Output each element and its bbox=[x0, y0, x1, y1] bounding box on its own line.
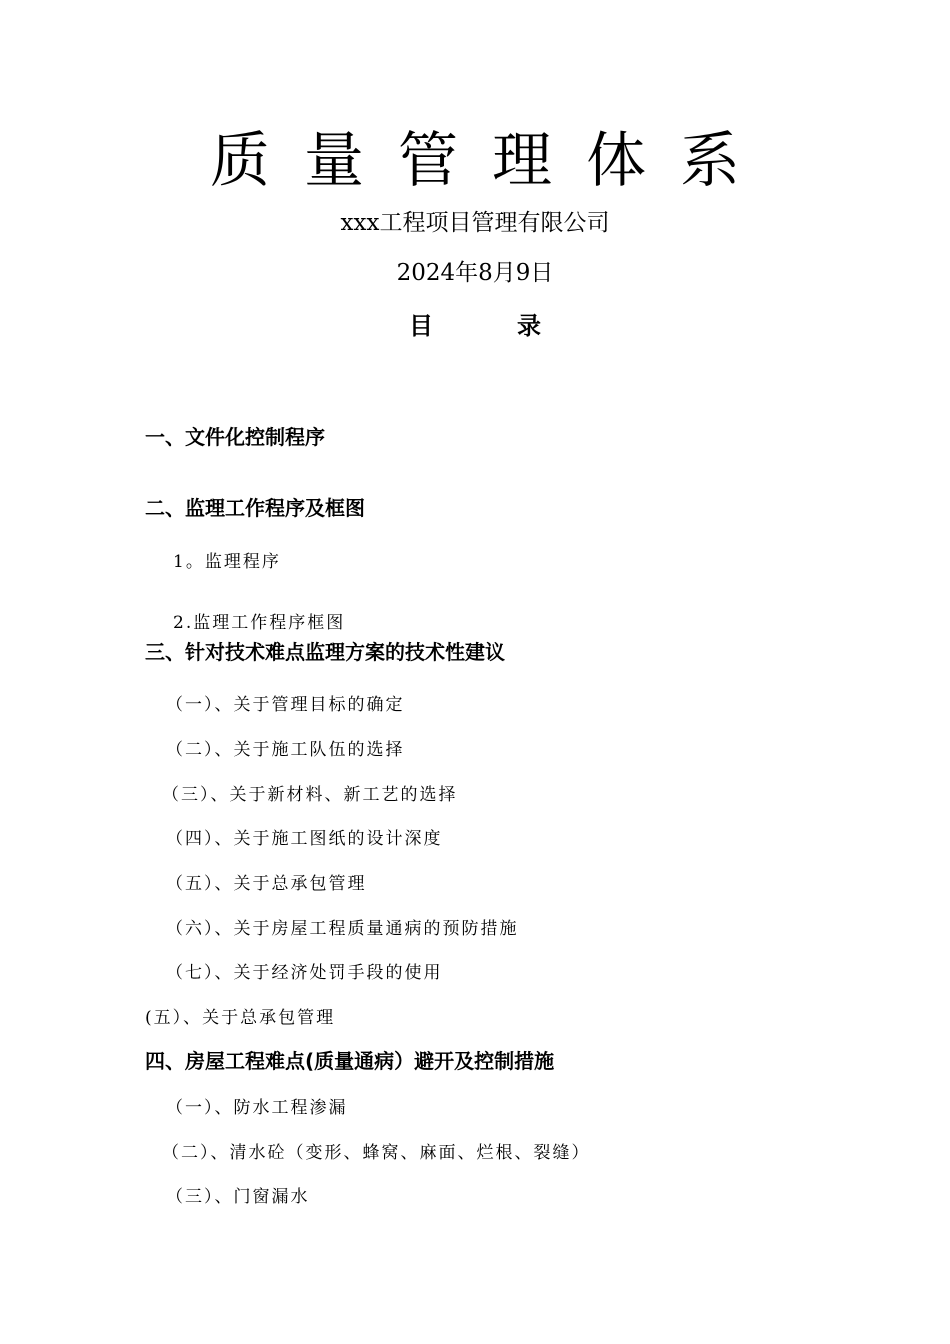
toc-section-3[interactable]: 三、针对技术难点监理方案的技术性建议 bbox=[145, 640, 505, 664]
document-title: 质量管理体系 bbox=[210, 126, 774, 196]
toc-item-3-4[interactable]: （四）、关于施工图纸的设计深度 bbox=[166, 829, 443, 849]
toc-item-3-3[interactable]: （三）、关于新材料、新工艺的选择 bbox=[162, 785, 458, 805]
toc-item-2-1[interactable]: 1。监理程序 bbox=[173, 552, 281, 572]
toc-item-4-3[interactable]: （三）、门窗漏水 bbox=[166, 1187, 310, 1207]
toc-section-1[interactable]: 一、文件化控制程序 bbox=[145, 425, 325, 449]
toc-section-2[interactable]: 二、监理工作程序及框图 bbox=[145, 496, 365, 520]
toc-item-3-7[interactable]: （七）、关于经济处罚手段的使用 bbox=[166, 963, 443, 983]
toc-item-3-2[interactable]: （二）、关于施工队伍的选择 bbox=[166, 740, 405, 760]
toc-item-3-8[interactable]: (五）、关于总承包管理 bbox=[145, 1008, 336, 1028]
toc-section-4[interactable]: 四、房屋工程难点(质量通病）避开及控制措施 bbox=[145, 1049, 555, 1073]
toc-item-4-2[interactable]: （二）、清水砼（变形、蜂窝、麻面、烂根、裂缝） bbox=[162, 1143, 591, 1163]
toc-item-2-2[interactable]: 2.监理工作程序框图 bbox=[173, 613, 346, 633]
toc-heading: 目 录 bbox=[409, 312, 571, 340]
toc-item-3-6[interactable]: （六）、关于房屋工程质量通病的预防措施 bbox=[166, 919, 519, 939]
company-name: xxx工程项目管理有限公司 bbox=[340, 210, 610, 236]
document-date: 2024年8月9日 bbox=[396, 260, 554, 286]
toc-item-4-1[interactable]: （一）、防水工程渗漏 bbox=[166, 1098, 348, 1118]
toc-item-3-1[interactable]: （一）、关于管理目标的确定 bbox=[166, 695, 405, 715]
toc-item-3-5[interactable]: （五）、关于总承包管理 bbox=[166, 874, 367, 894]
